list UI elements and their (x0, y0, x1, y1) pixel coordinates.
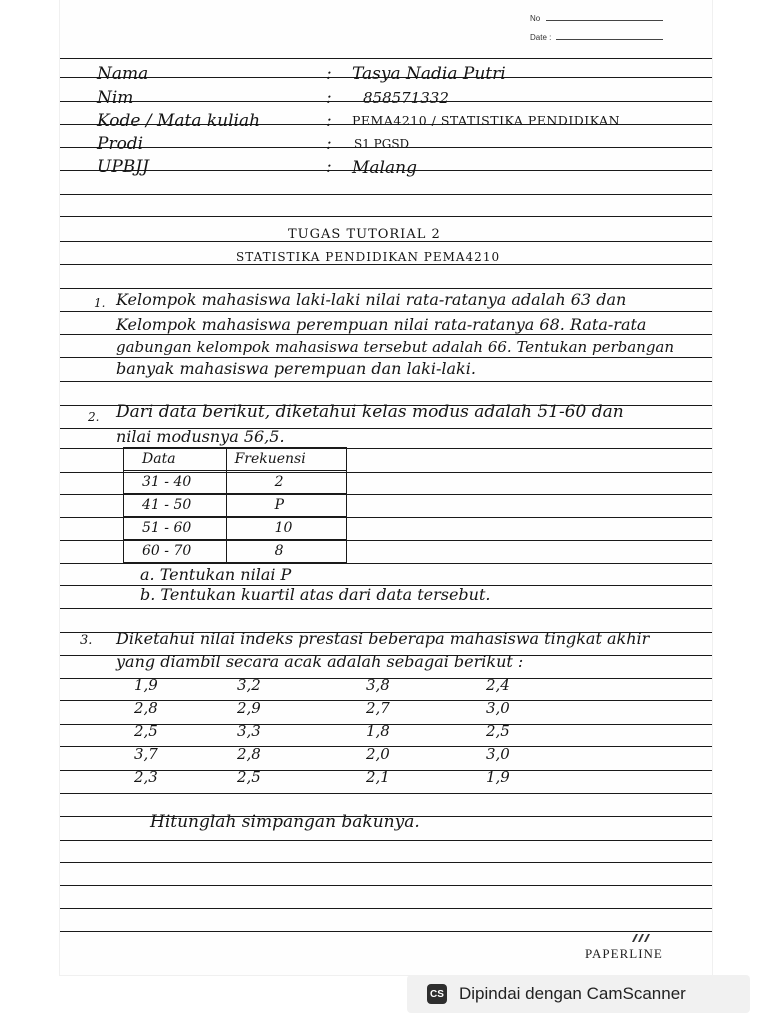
camscanner-logo-icon: CS (427, 984, 447, 1004)
table-header-frequency: Frekuensi (226, 448, 346, 471)
question-number: 3. (80, 633, 93, 648)
identity-colon: : (326, 134, 332, 154)
ip-value: 3,0 (486, 699, 510, 717)
ip-value: 3,2 (237, 676, 261, 694)
ip-value: 1,8 (366, 722, 390, 740)
table-cell-frequency: 10 (226, 517, 346, 540)
question-number: 1. (94, 296, 106, 310)
question-line: Dari data berikut, diketahui kelas modus adalah 51-60 dan (116, 402, 624, 422)
ip-value: 2,3 (134, 768, 158, 786)
ruled-line (60, 840, 712, 841)
identity-label-upbjj: UPBJJ (97, 157, 149, 177)
ruled-line (60, 58, 712, 59)
ip-value: 1,9 (134, 676, 158, 694)
identity-colon: : (326, 111, 332, 131)
ip-value: 3,8 (366, 676, 390, 694)
table-row (124, 471, 347, 494)
ip-value: 2,7 (366, 699, 390, 717)
table-header-data: Data (124, 448, 227, 471)
question-number: 2. (88, 410, 100, 424)
ruled-line (60, 862, 712, 863)
ip-value: 3,7 (134, 745, 158, 763)
identity-value-upbjj: Malang (352, 158, 417, 178)
ruled-line (60, 216, 712, 217)
assignment-title: TUGAS TUTORIAL 2 (288, 227, 441, 242)
ruled-line (60, 608, 712, 609)
ruled-line (60, 357, 712, 358)
ip-value: 2,9 (237, 699, 261, 717)
date-label: Date : (530, 33, 552, 42)
ip-value: 2,1 (366, 768, 390, 786)
identity-colon: : (326, 88, 332, 108)
sub-question-b: b. Tentukan kuartil atas dari data tersebut. (140, 585, 491, 604)
ruled-line (60, 264, 712, 265)
ip-value: 2,5 (134, 722, 158, 740)
table-row (124, 540, 347, 563)
identity-value-name: Tasya Nadia Putri (352, 64, 506, 84)
paperline-brand: PAPERLINE (585, 946, 663, 961)
ip-value: 1,9 (486, 768, 510, 786)
table-cell-class: 60 - 70 (124, 540, 227, 563)
ruled-line (60, 793, 712, 794)
ruled-line (60, 563, 712, 564)
ip-value: 2,8 (134, 699, 158, 717)
ruled-line (60, 288, 712, 289)
table-cell-class: 31 - 40 (124, 471, 227, 494)
identity-value-course: PEMA4210 / STATISTIKA PENDIDIKAN (352, 113, 621, 128)
question-line: gabungan kelompok mahasiswa tersebut adalah 66. Tentukan perbangan (116, 338, 675, 356)
ip-value: 2,8 (237, 745, 261, 763)
no-line (546, 20, 663, 21)
sub-question-a: a. Tentukan nilai P (140, 565, 292, 584)
identity-value-nim: 858571332 (363, 89, 449, 107)
ruled-line (60, 885, 712, 886)
table-cell-frequency: 2 (226, 471, 346, 494)
camscanner-text: Dipindai dengan CamScanner (459, 984, 686, 1003)
question-line: yang diambil secara acak adalah sebagai berikut : (116, 652, 524, 671)
question-line: banyak mahasiswa perempuan dan laki-laki. (116, 359, 476, 378)
no-label: No (530, 14, 541, 23)
ruled-line (60, 334, 712, 335)
table-cell-class: 51 - 60 (124, 517, 227, 540)
identity-label-course: Kode / Mata kuliah (97, 111, 261, 131)
ruled-line (60, 381, 712, 382)
camscanner-watermark (407, 975, 750, 1013)
ruled-line (60, 931, 712, 932)
table-cell-frequency: 8 (226, 540, 346, 563)
table-header-row (124, 448, 347, 471)
ruled-line (60, 194, 712, 195)
question-line: Kelompok mahasiswa perempuan nilai rata-ratanya 68. Rata-rata (116, 315, 647, 334)
table-cell-class: 41 - 50 (124, 494, 227, 517)
ruled-line (60, 311, 712, 312)
ruled-line (60, 908, 712, 909)
ip-value: 3,0 (486, 745, 510, 763)
table-cell-frequency: P (226, 494, 346, 517)
ip-value: 2,5 (237, 768, 261, 786)
instruction: Hitunglah simpangan bakunya. (150, 812, 420, 832)
ip-value: 2,5 (486, 722, 510, 740)
identity-label-name: Nama (97, 64, 149, 84)
table-row (124, 494, 347, 517)
identity-label-prodi: Prodi (97, 134, 144, 154)
assignment-subtitle: STATISTIKA PENDIDIKAN PEMA4210 (236, 250, 501, 264)
identity-label-nim: Nim (97, 88, 134, 108)
frequency-table (123, 447, 347, 563)
identity-colon: : (326, 157, 332, 177)
table-row (124, 517, 347, 540)
question-line: Diketahui nilai indeks prestasi beberapa mahasiswa tingkat akhir (116, 629, 650, 648)
question-line: Kelompok mahasiswa laki-laki nilai rata-ratanya adalah 63 dan (116, 290, 627, 309)
question-line: nilai modusnya 56,5. (116, 427, 285, 446)
ip-value: 2,0 (366, 745, 390, 763)
ip-value: 2,4 (486, 676, 510, 694)
date-line (556, 39, 663, 40)
identity-value-prodi: S1 PGSD (354, 137, 410, 151)
ip-value: 3,3 (237, 722, 261, 740)
paperline-logo-icon (630, 933, 654, 943)
identity-colon: : (326, 64, 332, 84)
